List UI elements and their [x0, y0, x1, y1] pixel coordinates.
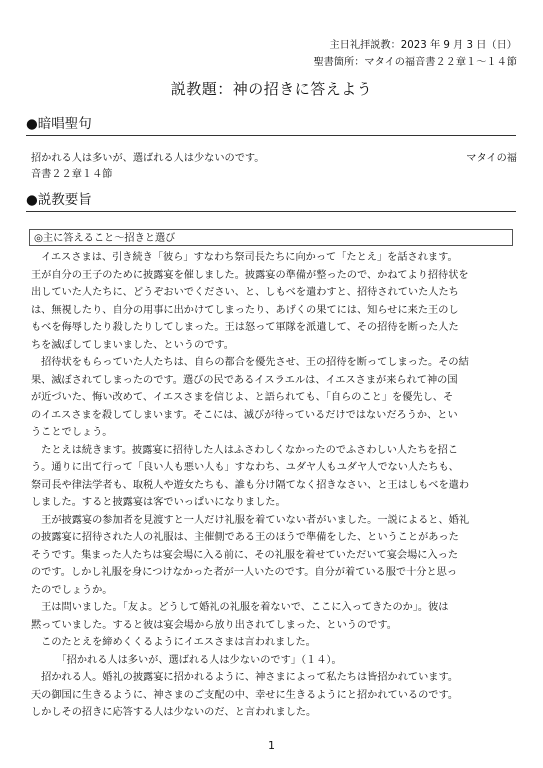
body-text-line: そうです。集まった人たちは宴会場に入る前に、その礼服を着せていただいて宴会場に入った: [31, 549, 459, 561]
sermon-body: [31, 249, 519, 722]
body-text-line: うことでしょう。: [31, 427, 113, 438]
body-text-line: が近づいた、悔い改めて、イエスさまを信じよ、と語られても、「自らのこと」を優先し、そ: [31, 392, 454, 403]
body-text-line: 招かれる人。婚礼の披露宴に招かれるように、神さまによって私たちは皆招かれています。: [31, 672, 459, 683]
body-text-line: ちを滅ぼしてしまいました、というのです。: [31, 339, 234, 351]
body-text-line: もべを侮辱したり殺したりしてしまった。王は怒って軍隊を派遣して、その招待を断った人た: [31, 322, 459, 333]
body-text-line: 王が披露宴の参加者を見渡すと一人だけ礼服を着ていない者がいました。一説によると、婚礼: [31, 514, 470, 526]
scripture-reference-line: 聖書箇所：マタイの福音書２２章１～１４節: [313, 57, 517, 68]
body-text-line: たとえは続きます。披露宴に招待した人はふさわしくなかったのでふさわしい人たちを招こ: [31, 444, 459, 456]
body-text-line: 「招かれる人は多いが、選ばれる人は少ないのです」（１４）。: [31, 654, 342, 666]
memory-verse-text: 招かれる人は多いが、選ばれる人は少ないのです。: [31, 153, 265, 164]
body-text-line: のです。しかし礼服を身につけなかった者が一人いたのです。自分が着ている服で十分と思っ: [31, 567, 458, 578]
body-text-line: イエスさまは、引き続き「彼ら」すなわち祭司長たちに向かって「たとえ」を話されます。: [31, 252, 458, 263]
body-text-line: 果、滅ぼされてしまったのです。選びの民であるイスラエルは、イエスさまが来られて神の国: [31, 374, 458, 386]
sermon-title: 説教題：神の招きに答えよう: [170, 80, 373, 98]
body-text-line: の披露宴に招待された人の礼服は、主催側である王のほうで準備をした、ということがあった: [31, 532, 459, 543]
body-text-line: しかしその招きに応答する人は少ないのだ、と言われました。: [31, 707, 317, 718]
body-text-line: 王が自分の王子のために披露宴を催しました。披露宴の準備が整ったので、かねてより招待状を: [31, 269, 469, 281]
summary-subheading-box: ◎主に答えること～招きと選び: [29, 229, 513, 246]
body-text-line: このたとえを締めくくるようにイエスさまは言われました。: [31, 637, 316, 648]
body-text-line: 祭司長や律法学者も、取税人や遊女たちも、誰も分け隔てなく招きなさい、と王はしもべを遣わ: [31, 479, 470, 491]
page-number: 1: [268, 739, 275, 752]
service-date-line: 主日礼拝説教：2023 年 9 月 3 日（日）: [329, 40, 517, 51]
body-text-line: 招待状をもらっていた人たちは、自らの都合を優先させ、王の招待を断ってしまった。その結: [31, 357, 469, 368]
memory-verse-reference: マタイの福: [466, 153, 517, 164]
body-text-line: 出していた人たちに、どうぞおいでください、と、しもべを遣わすと、招待されていた人たち: [31, 287, 459, 298]
body-text-line: しました。すると披露宴は客でいっぱいになりました。: [31, 497, 286, 508]
body-text-line: 天の御国に生きるように、神さまのご支配の中、幸せに生きるようにと招かれているのです。: [31, 689, 459, 701]
body-text-line: のイエスさまを殺してしまいます。そこには、滅びが待っているだけではないだろうか、とい: [31, 409, 458, 421]
sermon-summary-heading: ●説教要旨: [26, 190, 516, 212]
body-text-line: 王は問いました。「友よ。どうして婚礼の礼服を着ないで、ここに入ってきたのか」。彼は: [31, 602, 449, 613]
body-text-line: は、無視したり、自分の用事に出かけてしまったり、あげくの果てには、知らせに来た王のし: [31, 304, 459, 316]
body-text-line: たのでしょうか。: [31, 584, 113, 596]
memory-verse-heading: ●暗唱聖句: [26, 114, 516, 136]
body-text-line: 黙っていました。すると彼は宴会場から放り出されてしまった、というのです。: [31, 619, 397, 631]
body-text-line: う。通りに出て行って「良い人も悪い人も」すなわち、ユダヤ人もユダヤ人でない人たちも、: [31, 462, 459, 473]
memory-verse-reference-continued: 音書２２章１４節: [31, 169, 113, 180]
